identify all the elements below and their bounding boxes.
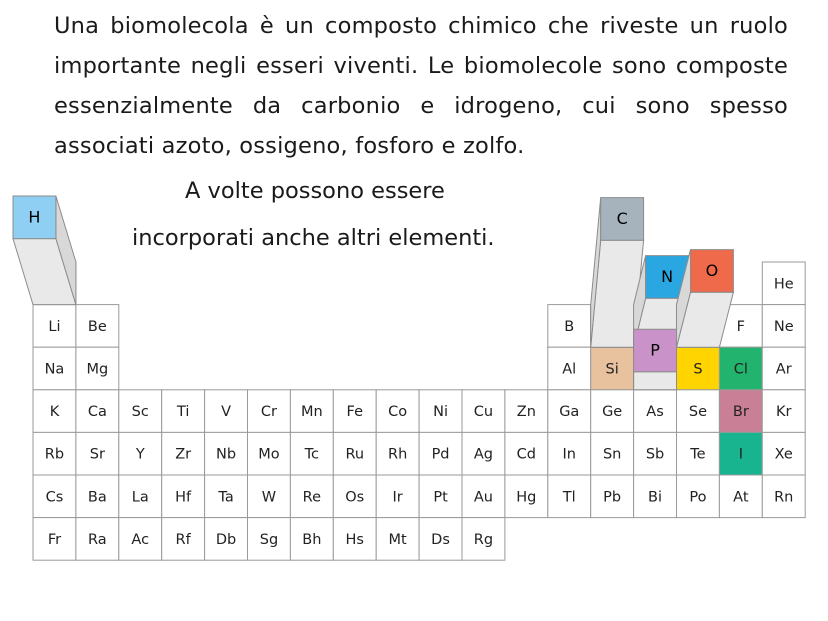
element-rb — [33, 432, 76, 475]
element-sb — [634, 432, 677, 475]
element-symbol-at: At — [733, 489, 749, 506]
element-symbol-hf: Hf — [175, 489, 192, 506]
element-symbol-ga: Ga — [559, 404, 580, 421]
element-symbol-hg: Hg — [516, 489, 537, 506]
element-po — [677, 475, 720, 518]
element-symbol-sb: Sb — [645, 446, 665, 463]
element-rg — [462, 518, 505, 561]
element-symbol-au: Au — [473, 489, 494, 506]
element-symbol-sg: Sg — [259, 531, 279, 548]
element-symbol-w: W — [261, 489, 277, 506]
element-symbol-ge: Ge — [602, 404, 623, 421]
element-symbol-mo: Mo — [258, 446, 280, 463]
element-mo — [248, 432, 291, 475]
element-tl — [548, 475, 591, 518]
element-symbol-n: N — [661, 266, 674, 286]
element-symbol-ra: Ra — [88, 531, 107, 548]
element-ti — [162, 390, 205, 433]
element-symbol-he: He — [773, 276, 794, 293]
element-symbol-rg: Rg — [473, 531, 494, 548]
element-symbol-zr: Zr — [175, 446, 192, 463]
element-symbol-db: Db — [215, 531, 237, 548]
element-na — [33, 347, 76, 390]
element-symbol-bi: Bi — [648, 489, 663, 506]
element-ar — [762, 347, 805, 390]
element-mn — [290, 390, 333, 433]
element-symbol-ar: Ar — [775, 361, 792, 378]
element-symbol-cl: Cl — [733, 361, 748, 378]
element-bi — [634, 475, 677, 518]
element-ba — [76, 475, 119, 518]
element-symbol-o: O — [705, 260, 719, 280]
element-bh — [290, 518, 333, 561]
element-mg — [76, 347, 119, 390]
element-symbol-in: In — [562, 446, 576, 463]
element-symbol-ca: Ca — [87, 404, 107, 421]
element-ca — [76, 390, 119, 433]
element-symbol-ir: Ir — [392, 489, 403, 506]
element-symbol-cr: Cr — [260, 404, 277, 421]
element-h — [13, 196, 76, 305]
element-symbol-pd: Pd — [431, 446, 450, 463]
element-symbol-al: Al — [562, 361, 577, 378]
element-se — [677, 390, 720, 433]
element-symbol-ni: Ni — [433, 404, 448, 421]
element-ru — [333, 432, 376, 475]
element-symbol-be: Be — [87, 318, 107, 335]
element-symbol-ds: Ds — [431, 531, 450, 548]
element-p — [634, 329, 677, 390]
element-symbol-p: P — [650, 340, 660, 360]
element-ni — [419, 390, 462, 433]
element-sc — [119, 390, 162, 433]
element-co — [376, 390, 419, 433]
element-nb — [205, 432, 248, 475]
element-symbol-s: S — [693, 361, 703, 378]
element-symbol-mn: Mn — [300, 404, 323, 421]
element-symbol-hs: Hs — [345, 531, 364, 548]
element-ra — [76, 518, 119, 561]
element-cd — [505, 432, 548, 475]
element-fr — [33, 518, 76, 561]
intro-paragraph: Una biomolecola è un composto chimico che riveste un ruolo importante negli esseri viventi. Le biomolecole sono composte essenzialmente da carbonio e idrogeno, cui sono spesso associati azoto, ossigeno, fosforo e zolfo. — [54, 13, 788, 159]
element-symbol-tl: Tl — [562, 489, 576, 506]
element-cl — [719, 347, 762, 390]
element-k — [33, 390, 76, 433]
element-tc — [290, 432, 333, 475]
element-y — [119, 432, 162, 475]
element-symbol-te: Te — [690, 446, 706, 463]
element-hs — [333, 518, 376, 561]
element-he — [762, 262, 805, 305]
element-symbol-ba: Ba — [87, 489, 107, 506]
element-symbol-ne: Ne — [773, 318, 794, 335]
element-mt — [376, 518, 419, 561]
element-symbol-rn: Rn — [774, 489, 794, 506]
element-ne — [762, 305, 805, 348]
element-la — [119, 475, 162, 518]
element-symbol-ru: Ru — [345, 446, 365, 463]
element-symbol-li: Li — [48, 318, 61, 335]
element-symbol-ta: Ta — [218, 489, 234, 506]
element-sn — [591, 432, 634, 475]
element-symbol-pt: Pt — [433, 489, 448, 506]
element-symbol-re: Re — [302, 489, 322, 506]
element-sg — [248, 518, 291, 561]
element-cu — [462, 390, 505, 433]
element-be — [76, 305, 119, 348]
element-s — [677, 347, 720, 390]
element-as — [634, 390, 677, 433]
element-symbol-as: As — [646, 404, 664, 421]
element-pb — [591, 475, 634, 518]
element-symbol-fe: Fe — [346, 404, 363, 421]
element-ag — [462, 432, 505, 475]
element-te — [677, 432, 720, 475]
element-symbol-co: Co — [388, 404, 408, 421]
element-symbol-y: Y — [135, 446, 145, 463]
element-ir — [376, 475, 419, 518]
element-kr — [762, 390, 805, 433]
element-li — [33, 305, 76, 348]
element-rf — [162, 518, 205, 561]
element-symbol-ag: Ag — [473, 446, 494, 463]
element-symbol-zn: Zn — [516, 404, 536, 421]
element-b — [548, 305, 591, 348]
element-symbol-mt: Mt — [388, 531, 407, 548]
element-xe — [762, 432, 805, 475]
element-cr — [248, 390, 291, 433]
element-i — [719, 432, 762, 475]
element-symbol-f: F — [736, 318, 746, 335]
element-symbol-kr: Kr — [776, 404, 792, 421]
element-au — [462, 475, 505, 518]
element-symbol-h: H — [28, 207, 41, 227]
element-symbol-c: C — [616, 208, 628, 228]
element-symbol-os: Os — [345, 489, 365, 506]
element-ga — [548, 390, 591, 433]
element-symbol-rh: Rh — [388, 446, 408, 463]
element-w — [248, 475, 291, 518]
subtitle-line-1: A volte possono essere — [185, 178, 445, 204]
element-rn — [762, 475, 805, 518]
element-si — [591, 347, 634, 390]
element-symbol-si: Si — [605, 361, 619, 378]
element-symbol-v: V — [221, 404, 232, 421]
element-symbol-pb: Pb — [603, 489, 622, 506]
element-os — [333, 475, 376, 518]
element-symbol-po: Po — [689, 489, 707, 506]
element-ac — [119, 518, 162, 561]
element-symbol-fr: Fr — [47, 531, 62, 548]
element-zr — [162, 432, 205, 475]
element-symbol-sn: Sn — [602, 446, 622, 463]
element-symbol-la: La — [131, 489, 149, 506]
element-ge — [591, 390, 634, 433]
element-ds — [419, 518, 462, 561]
element-symbol-sr: Sr — [89, 446, 105, 463]
element-re — [290, 475, 333, 518]
element-symbol-bh: Bh — [302, 531, 322, 548]
element-symbol-b: B — [564, 318, 575, 335]
element-symbol-na: Na — [44, 361, 65, 378]
element-fe — [333, 390, 376, 433]
element-symbol-cu: Cu — [473, 404, 494, 421]
subtitle-line-2: incorporati anche altri elementi. — [132, 225, 495, 251]
element-symbol-i: I — [738, 446, 743, 463]
element-symbol-nb: Nb — [216, 446, 237, 463]
element-zn — [505, 390, 548, 433]
element-at — [719, 475, 762, 518]
element-symbol-rb: Rb — [44, 446, 65, 463]
element-symbol-mg: Mg — [86, 361, 109, 378]
element-symbol-ti: Ti — [176, 404, 190, 421]
element-symbol-cs: Cs — [45, 489, 64, 506]
element-rh — [376, 432, 419, 475]
element-v — [205, 390, 248, 433]
element-symbol-tc: Tc — [304, 446, 320, 463]
element-in — [548, 432, 591, 475]
element-hg — [505, 475, 548, 518]
element-db — [205, 518, 248, 561]
element-symbol-br: Br — [732, 404, 749, 421]
element-ta — [205, 475, 248, 518]
element-hf — [162, 475, 205, 518]
element-symbol-se: Se — [688, 404, 708, 421]
element-symbol-k: K — [49, 404, 60, 421]
element-pt — [419, 475, 462, 518]
element-pd — [419, 432, 462, 475]
element-symbol-ac: Ac — [131, 531, 150, 548]
element-symbol-cd: Cd — [516, 446, 537, 463]
element-symbol-xe: Xe — [774, 446, 793, 463]
element-cs — [33, 475, 76, 518]
element-sr — [76, 432, 119, 475]
element-al — [548, 347, 591, 390]
element-symbol-rf: Rf — [175, 531, 191, 548]
element-symbol-sc: Sc — [131, 404, 149, 421]
element-br — [719, 390, 762, 433]
